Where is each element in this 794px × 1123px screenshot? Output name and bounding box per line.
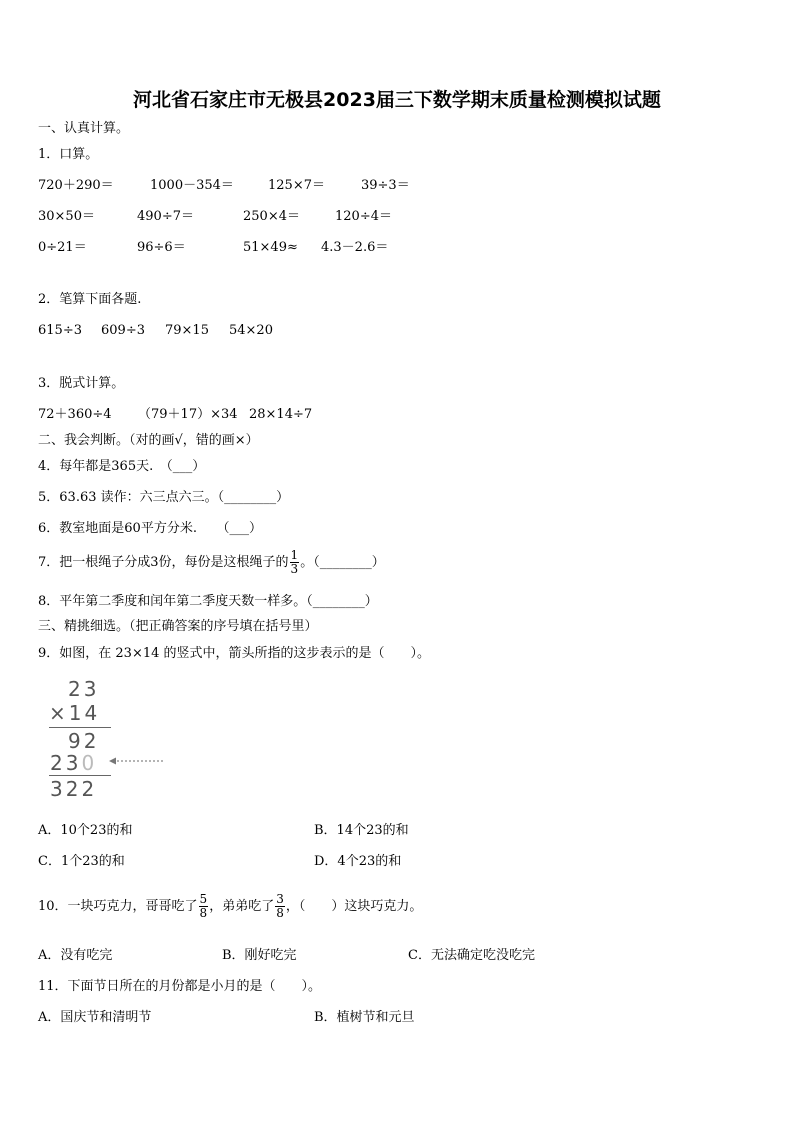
written-calc-item: 79×15 [165, 323, 209, 338]
calc-item: 4.3－2.6＝ [321, 240, 389, 255]
option-b: B．14个23的和 [314, 823, 409, 838]
question-11: 11．下面节日所在的月份都是小月的是（ ）。 [38, 979, 322, 994]
calc-item: 51×49≈ [243, 240, 298, 255]
calc-item: 125×7＝ [268, 178, 325, 193]
question-1-label: 1．口算。 [38, 147, 99, 162]
arrow-icon [109, 756, 165, 766]
option-b: B．刚好吃完 [222, 948, 297, 963]
question-10-text: 10．一块巧克力，哥哥吃了 [38, 899, 198, 914]
partial-product-2-digits: 23 [50, 751, 82, 775]
vertical-multiplication-figure [45, 676, 175, 806]
fraction [275, 893, 285, 920]
calc-item: 39÷3＝ [361, 178, 410, 193]
option-a: A．没有吃完 [38, 948, 113, 963]
stepwise-calc-item: 72＋360÷4 [38, 407, 112, 422]
question-10 [38, 892, 422, 922]
fraction-denominator: 3 [290, 562, 299, 576]
calc-item: 0÷21＝ [38, 240, 87, 255]
written-calc-item: 609÷3 [101, 323, 145, 338]
written-calc-item: 54×20 [229, 323, 273, 338]
fraction-numerator: 5 [199, 892, 208, 906]
multiplicand: 23 [68, 677, 100, 701]
question-6: 6．教室地面是60平方分米. （___） [38, 521, 262, 536]
fraction [199, 893, 209, 920]
written-calc-item: 615÷3 [38, 323, 82, 338]
option-a: A．10个23的和 [38, 823, 133, 838]
option-b: B．植树节和元旦 [314, 1010, 415, 1025]
fraction-numerator: 3 [276, 892, 284, 906]
divider-line [49, 727, 111, 728]
question-2-label: 2．笔算下面各题. [38, 292, 142, 307]
calc-item: 250×4＝ [243, 209, 300, 224]
question-7-answer-blank: 。（________） [300, 555, 385, 570]
option-c: C．无法确定吃没吃完 [408, 948, 535, 963]
stepwise-calc-item: 28×14÷7 [249, 407, 313, 422]
partial-product-2 [50, 752, 97, 774]
placeholder-zero: 0 [81, 751, 98, 775]
product: 322 [50, 777, 98, 801]
question-9: 9．如图，在 23×14 的竖式中，箭头所指的这步表示的是（ ）。 [38, 646, 431, 661]
calc-item: 490÷7＝ [137, 209, 194, 224]
question-10-text: ，（ ）这块巧克力。 [285, 899, 423, 914]
fraction [290, 549, 300, 576]
page-title: 河北省石家庄市无极县2023届三下数学期末质量检测模拟试题 [133, 89, 661, 111]
divider-line [49, 775, 111, 776]
question-3-label: 3．脱式计算。 [38, 376, 125, 391]
section-heading-1: 一、认真计算。 [38, 121, 130, 136]
fraction-denominator: 8 [199, 906, 208, 920]
fraction-denominator: 8 [276, 906, 284, 920]
calc-item: 720＋290＝ [38, 178, 114, 193]
fraction-numerator: 1 [290, 548, 299, 562]
calc-item: 96÷6＝ [137, 240, 186, 255]
calc-item: 120÷4＝ [335, 209, 392, 224]
question-7-text: 7．把一根绳子分成3份，每份是这根绳子的 [38, 555, 289, 570]
option-d: D．4个23的和 [314, 854, 402, 869]
option-a: A．国庆节和清明节 [38, 1010, 152, 1025]
section-heading-2: 二、我会判断。（对的画√，错的画×） [38, 433, 259, 448]
multiplier: ×14 [49, 701, 101, 725]
section-heading-3: 三、精挑细选。（把正确答案的序号填在括号里） [38, 619, 318, 634]
question-8: 8．平年第二季度和闰年第二季度天数一样多。（________） [38, 594, 378, 609]
stepwise-calc-item: （79＋17）×34 [138, 407, 238, 422]
question-7 [38, 548, 385, 578]
calc-item: 30×50＝ [38, 209, 95, 224]
question-5: 5．63.63 读作：六三点六三。（________） [38, 490, 290, 505]
question-10-text: ，弟弟吃了 [209, 899, 275, 914]
calc-item: 1000－354＝ [150, 178, 234, 193]
option-c: C．1个23的和 [38, 854, 125, 869]
partial-product-1: 92 [68, 729, 100, 753]
question-4: 4．每年都是365天. （___） [38, 459, 206, 474]
